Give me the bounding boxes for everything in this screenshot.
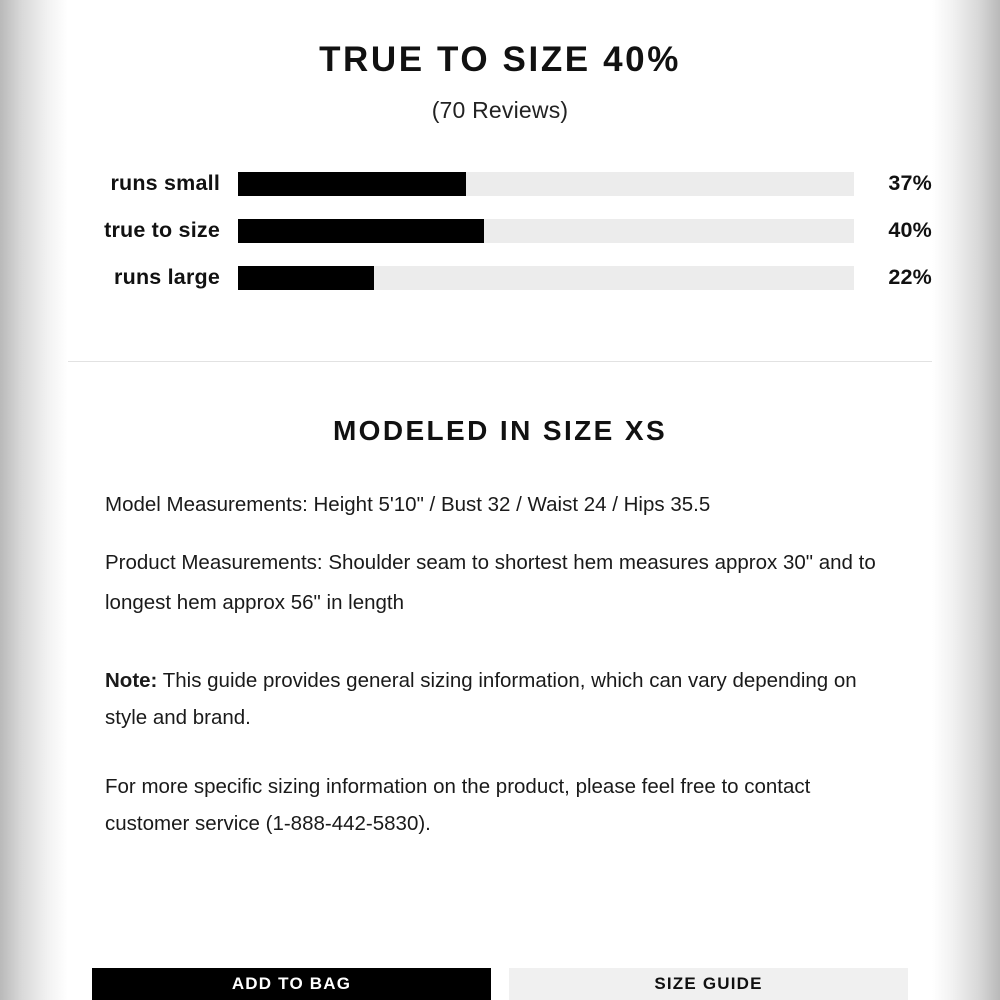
- note-text: This guide provides general sizing information, which can vary depending on style and brand.: [105, 669, 857, 729]
- note-label: Note:: [105, 669, 158, 693]
- fit-bar-label: runs large: [114, 265, 220, 290]
- fit-bar-fill: [238, 266, 374, 290]
- fit-section: [68, 0, 932, 362]
- customer-service-note: For more specific sizing information on the product, please feel free to contact customer service (1-888-442-5830).: [105, 775, 811, 835]
- fit-bar-label: true to size: [104, 218, 220, 243]
- fit-bar-track: [238, 266, 854, 290]
- fit-title: TRUE TO SIZE 40%: [319, 40, 681, 79]
- model-measurements: Model Measurements: Height 5'10" / Bust 32 / Waist 24 / Hips 35.5: [105, 493, 711, 517]
- fit-bar-row: [68, 207, 932, 254]
- fit-bar-percent: 37%: [888, 171, 932, 196]
- measurements-block: [68, 485, 932, 623]
- fit-bar-track: [238, 219, 854, 243]
- fit-bar-chart: [68, 160, 932, 301]
- fit-bar-track: [238, 172, 854, 196]
- fit-bar-percent: 40%: [888, 218, 932, 243]
- product-measurements: Product Measurements: Shoulder seam to shortest hem measures approx 30" and to longest hem approx 56" in length: [105, 551, 876, 615]
- fit-bar-percent: 22%: [888, 265, 932, 290]
- sizing-note: [105, 663, 895, 736]
- size-guide-button[interactable]: SIZE GUIDE: [509, 968, 908, 1000]
- fit-bar-row: [68, 254, 932, 301]
- note-block: [68, 663, 932, 842]
- fit-bar-row: [68, 160, 932, 207]
- fit-bar-fill: [238, 172, 466, 196]
- fit-bar-fill: [238, 219, 484, 243]
- modeled-title: MODELED IN SIZE XS: [332, 415, 668, 447]
- action-button-row: [68, 968, 932, 1000]
- fit-bar-label: runs small: [110, 171, 220, 196]
- add-to-bag-button[interactable]: ADD TO BAG: [92, 968, 491, 1000]
- fit-review-count: (70 Reviews): [431, 97, 569, 124]
- size-guide-panel: [68, 0, 932, 1000]
- modeled-section: [68, 362, 932, 842]
